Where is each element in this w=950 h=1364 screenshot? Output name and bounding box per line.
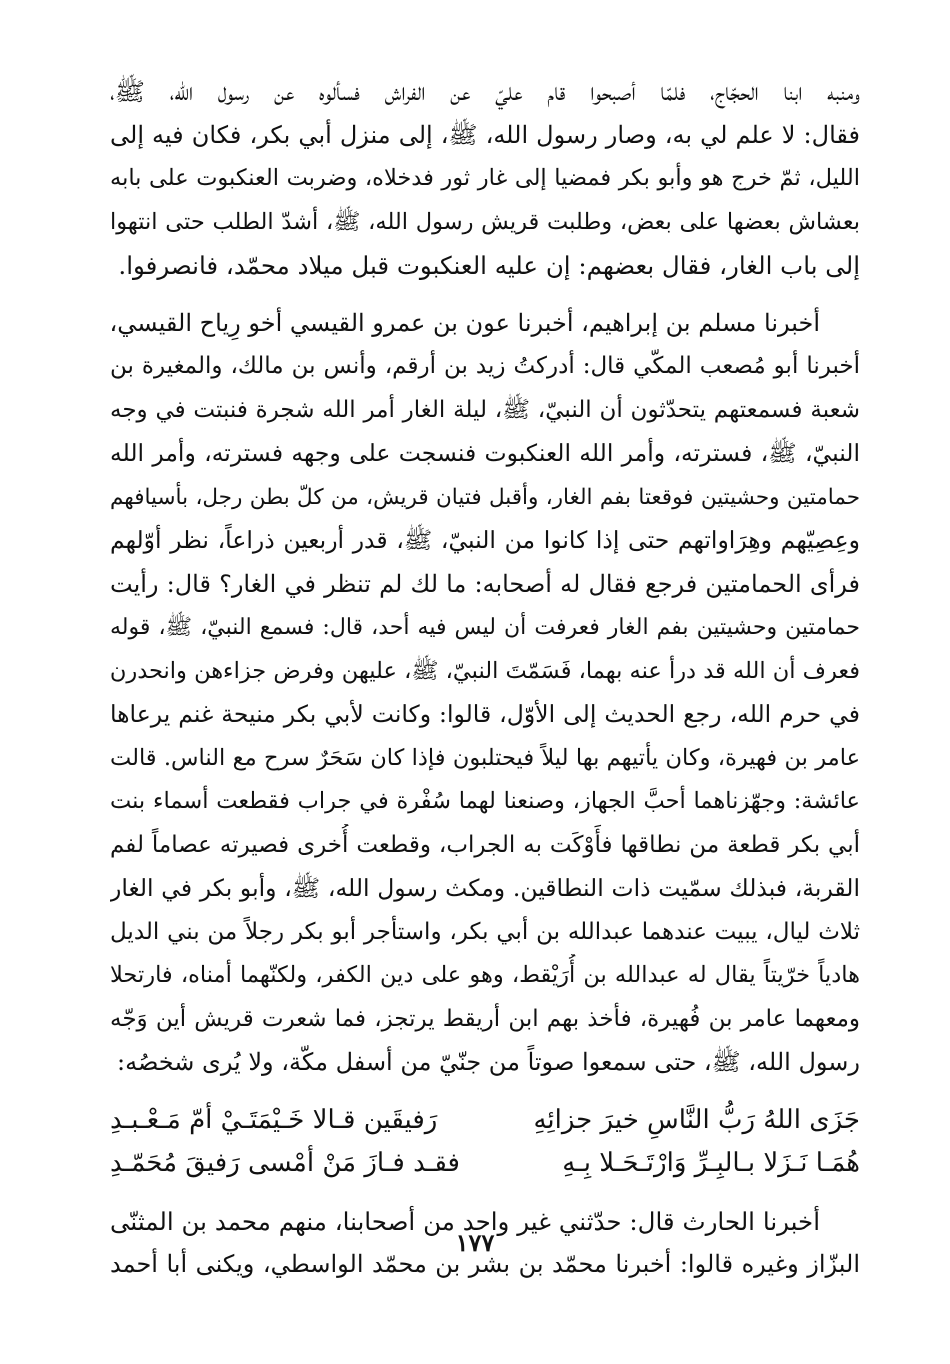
poem-second-hemistich: فقـد فـازَ مَنْ أمْسى رَفيقَ مُحَمّـدِ bbox=[110, 1148, 460, 1178]
text-line: عائشة: وجهّزناهما أحبَّ الجهاز، وصنعنا لهما سُفْرة في جراب فقطعت أسماء بنت bbox=[110, 788, 860, 814]
poem-verse-1 bbox=[110, 1099, 860, 1143]
poem-first-hemistich: جَزَى اللهُ رَبُّ النَّاسِ خيرَ جزائِهِ bbox=[533, 1104, 860, 1135]
poem-verse-2 bbox=[110, 1142, 860, 1186]
text-line: حمامتين وحشيتين بفم الغار فعرفت أن ليس فيه أحد، قال: فسمع النبيّ، ﷺ، قوله bbox=[110, 615, 860, 640]
text-line: شعبة فسمعتهم يتحدّثون أن النبيّ، ﷺ، ليلة الغار أمر الله شجرة فنبتت في وجه bbox=[110, 396, 860, 423]
text-line: فقال: لا علم لي به، وصار رسول الله، ﷺ، إلى منزل أبي بكر، فكان فيه إلى bbox=[110, 120, 860, 149]
text-line: ثلاث ليال، يبيت عندهما عبدالله بن أبي بكر، واستأجر أبو بكر رجلاً من بني الديل bbox=[110, 918, 860, 945]
text-line: حمامتين وحشيتين فوقعتا بفم الغار، وأقبل فتيان قريش، من كلّ بطن رجل، بأسيافهم bbox=[110, 484, 860, 510]
text-line: هادياً خرّيتاً يقال له عبدالله بن أُرَيْقط، وهو على دين الكفر، ولكنّهما أمناه، فارتحلا bbox=[110, 962, 860, 988]
text-line: أبي بكر قطعة من نطاقها فأَوْكَت به الجراب، وقطعت أُخرى فصيرته عصاماً لفم bbox=[110, 831, 860, 858]
paragraph-2 bbox=[110, 302, 860, 1085]
poem-first-hemistich: هُمَـا نَـزَلا بـالبِـرِّ وَارْتَـحَـلا بِـهِ bbox=[562, 1148, 860, 1178]
text-line: أخبرنا الحارث قال: حدّثني غير واحد من أصحابنا، منهم محمد بن المثنّى bbox=[110, 1206, 820, 1236]
text-line: بعشاش بعضها على بعض، وطلبت قريش رسول الله، ﷺ، أشدّ الطلب حتى انتهوا bbox=[110, 208, 860, 235]
text-line: ومعهما عامر بن فُهيرة، فأخذ بهم ابن أريقط يرتجز، فما شعرت قريش أين وَجّه bbox=[110, 1005, 860, 1032]
text-line: وعِصِيّهم وهِرَاواتهم حتى إذا كانوا من النبيّ، ﷺ، قدر أربعين ذراعاً، نظر أوّلهم bbox=[110, 526, 860, 554]
poem-second-hemistich: رَفيقَين قـالا خَـيْمَتَـيْ أمّ مَـعْـبـدِ bbox=[110, 1104, 438, 1135]
text-line: أخبرنا مسلم بن إبراهيم، أخبرنا عون بن عمرو القيسي أخو رِياح القيسي، bbox=[110, 308, 820, 337]
text-line: النبيّ، ﷺ، فسترته، وأمر الله العنكبوت فنسجت على وجهه فسترته، وأمر الله bbox=[110, 439, 860, 467]
text-line: فعرف أن الله قد درأ عنه بهما، فَسَمّتَ النبيّ، ﷺ، عليهن وفرض جزاءهن وانحدرن bbox=[110, 657, 860, 684]
text-line: ومنبه ابنا الحجّاج، فلمّا أصبحوا قام عليّ عن الفراش فسألوه عن رسول الله، ﷺ، bbox=[110, 77, 860, 106]
text-line: القربة، فبذلك سمّيت ذات النطاقين. ومكث رسول الله، ﷺ، وأبو بكر في الغار bbox=[110, 874, 860, 902]
text-line: فرأى الحمامتين فرجع فقال له أصحابه: ما لك لم تنظر في الغار؟ قال: رأيت bbox=[110, 569, 860, 598]
paragraph-1 bbox=[110, 70, 860, 288]
text-line: عامر بن فهيرة، وكان يأتيهم بها ليلاً فيحتلبون فإذا كان سَحَرٌ سرح مع الناس. قالت bbox=[110, 744, 860, 771]
text-line: في حرم الله، رجع الحديث إلى الأوّل، قالوا: وكانت لأبي بكر منيحة غنم يرعاها bbox=[110, 700, 860, 728]
text-line: الليل، ثمّ خرج هو وأبو بكر فمضيا إلى غار ثور فدخلاه، وضربت العنكبوت على بابه bbox=[110, 165, 860, 191]
text-line: أخبرنا أبو مُصعب المكّي قال: أدركتُ زيد بن أرقم، وأنس بن مالك، والمغيرة بن bbox=[110, 353, 860, 379]
text-line: إلى باب الغار، فقال بعضهم: إن عليه العنكبوت قبل ميلاد محمّد، فانصرفوا. bbox=[118, 251, 860, 280]
poem bbox=[110, 1099, 860, 1186]
text-line: البزّاز وغيره قالوا: أخبرنا محمّد بن بشر بن محمّد الواسطي، ويكنى أبا أحمد bbox=[110, 1250, 860, 1278]
page-number: ١٧٧ bbox=[455, 1228, 495, 1257]
text-line: رسول الله، ﷺ، حتى سمعوا صوتاً من جنّيّ من أسفل مكّة، ولا يُرى شخصُه: bbox=[117, 1048, 860, 1076]
